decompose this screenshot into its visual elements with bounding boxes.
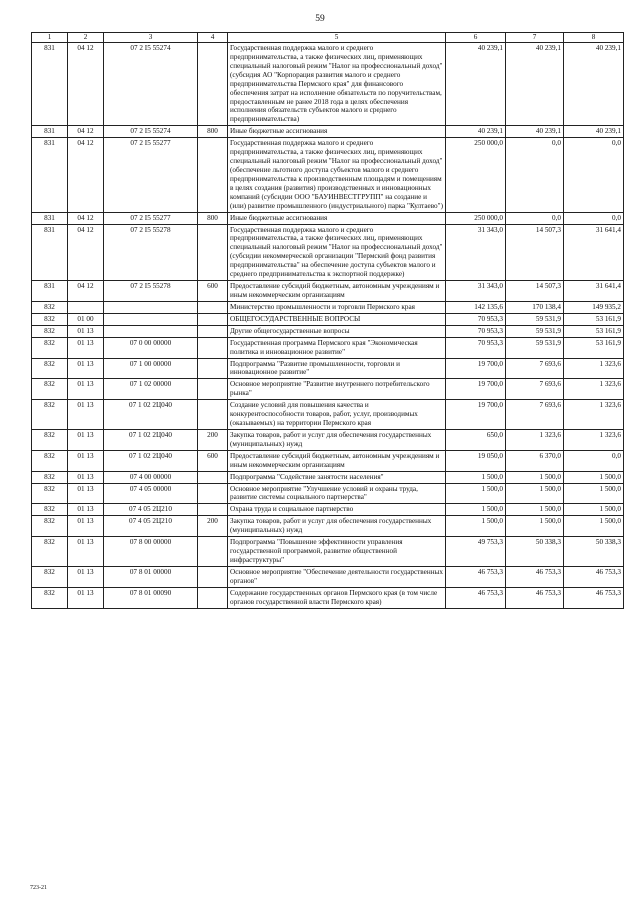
item-name: Государственная поддержка малого и среднего предпринимательства, а также физических лиц, применяющих специальный налоговый режим "Налог на профессиональный доход" (субсидия АО "Корпорация развития малого и среднего предпринимательства Пермского края" для финансового обеспечения затрат на исполнение обязательств по поручительствам, предоставленным не ранее 2018 года в целях обеспечения исполнения обязательств субъектов малого и среднего предпринимательства) [228, 43, 446, 126]
table-row [32, 450, 624, 471]
amount-col-8: 31 641,4 [564, 224, 624, 281]
section-code: 04 12 [68, 224, 104, 281]
amount-col-8: 1 500,0 [564, 516, 624, 537]
amount-col-7: 6 370,0 [506, 450, 564, 471]
amount-col-6: 1 500,0 [446, 504, 506, 516]
section-code: 01 13 [68, 450, 104, 471]
grbs-code: 832 [32, 471, 68, 483]
item-name: Закупка товаров, работ и услуг для обеспечения государственных (муниципальных) нужд [228, 516, 446, 537]
expense-type-code [198, 313, 228, 325]
amount-col-8: 50 338,3 [564, 537, 624, 567]
table-row [32, 126, 624, 138]
grbs-code: 832 [32, 337, 68, 358]
item-name: Предоставление субсидий бюджетным, автономным учреждениям и иным некоммерческим организациям [228, 450, 446, 471]
section-code: 04 12 [68, 126, 104, 138]
target-article-code: 07 8 00 00000 [104, 537, 198, 567]
amount-col-6: 1 500,0 [446, 516, 506, 537]
section-code: 04 12 [68, 212, 104, 224]
header-col-3: 3 [104, 33, 198, 43]
grbs-code: 831 [32, 43, 68, 126]
section-code: 04 12 [68, 138, 104, 212]
amount-col-8: 40 239,1 [564, 43, 624, 126]
section-code [68, 301, 104, 313]
table-body [32, 43, 624, 609]
section-code: 01 13 [68, 537, 104, 567]
target-article-code: 07 4 05 2Ц210 [104, 516, 198, 537]
expense-type-code [198, 325, 228, 337]
header-col-5: 5 [228, 33, 446, 43]
item-name: Основное мероприятие "Развитие внутреннего потребительского рынка" [228, 379, 446, 400]
amount-col-7: 40 239,1 [506, 126, 564, 138]
grbs-code: 832 [32, 358, 68, 379]
target-article-code [104, 325, 198, 337]
table-row [32, 325, 624, 337]
amount-col-6: 46 753,3 [446, 566, 506, 587]
amount-col-7: 14 507,3 [506, 224, 564, 281]
amount-col-6: 70 953,3 [446, 313, 506, 325]
table-row [32, 471, 624, 483]
amount-col-7: 50 338,3 [506, 537, 564, 567]
amount-col-6: 31 343,0 [446, 224, 506, 281]
header-row [32, 33, 624, 43]
target-article-code: 07 2 I5 55278 [104, 224, 198, 281]
amount-col-7: 46 753,3 [506, 587, 564, 608]
target-article-code: 07 2 I5 55274 [104, 126, 198, 138]
grbs-code: 832 [32, 504, 68, 516]
amount-col-6: 250 000,0 [446, 212, 506, 224]
table-row [32, 379, 624, 400]
amount-col-6: 142 135,6 [446, 301, 506, 313]
item-name: Создание условий для повышения качества и конкурентоспособности товаров, работ, услуг, производимых (оказываемых) на территории Пермского края [228, 400, 446, 430]
expense-type-code: 800 [198, 126, 228, 138]
grbs-code: 831 [32, 126, 68, 138]
amount-col-8: 1 323,6 [564, 379, 624, 400]
expense-type-code: 800 [198, 212, 228, 224]
target-article-code: 07 1 02 2Ц040 [104, 450, 198, 471]
table-row [32, 504, 624, 516]
page-number: 59 [315, 14, 325, 24]
amount-col-8: 53 161,9 [564, 325, 624, 337]
amount-col-7: 170 138,4 [506, 301, 564, 313]
amount-col-8: 46 753,3 [564, 587, 624, 608]
table-row [32, 138, 624, 212]
amount-col-8: 1 500,0 [564, 483, 624, 504]
target-article-code: 07 2 I5 55274 [104, 43, 198, 126]
expense-type-code [198, 483, 228, 504]
item-name: Иные бюджетные ассигнования [228, 126, 446, 138]
table-row [32, 516, 624, 537]
amount-col-8: 149 935,2 [564, 301, 624, 313]
amount-col-8: 1 500,0 [564, 471, 624, 483]
table-row [32, 224, 624, 281]
section-code: 01 13 [68, 325, 104, 337]
expense-type-code [198, 566, 228, 587]
item-name: Закупка товаров, работ и услуг для обеспечения государственных (муниципальных) нужд [228, 429, 446, 450]
item-name: Подпрограмма "Повышение эффективности управления государственной программой, развитие общественной инфраструктуры" [228, 537, 446, 567]
expense-type-code: 200 [198, 429, 228, 450]
section-code: 01 13 [68, 587, 104, 608]
item-name: Министерство промышленности и торговли Пермского края [228, 301, 446, 313]
expense-type-code [198, 504, 228, 516]
item-name: Подпрограмма "Развитие промышленности, торговли и инновационное развитие" [228, 358, 446, 379]
target-article-code: 07 2 I5 55278 [104, 281, 198, 302]
amount-col-8: 53 161,9 [564, 313, 624, 325]
section-code: 01 13 [68, 358, 104, 379]
amount-col-8: 31 641,4 [564, 281, 624, 302]
expense-type-code: 600 [198, 450, 228, 471]
header-col-1: 1 [32, 33, 68, 43]
grbs-code: 832 [32, 301, 68, 313]
amount-col-7: 7 693,6 [506, 400, 564, 430]
amount-col-7: 1 500,0 [506, 504, 564, 516]
grbs-code: 832 [32, 516, 68, 537]
amount-col-6: 19 700,0 [446, 379, 506, 400]
table-row [32, 281, 624, 302]
item-name: Иные бюджетные ассигнования [228, 212, 446, 224]
amount-col-8: 46 753,3 [564, 566, 624, 587]
amount-col-6: 1 500,0 [446, 471, 506, 483]
item-name: Государственная поддержка малого и среднего предпринимательства, а также физических лиц, применяющих специальный налоговый режим "Налог на профессиональный доход" (обеспечение льготного доступа субъектов малого и среднего предпринимательства к производственным площадям и помещениям в целях создания (развития) производственных и инновационных компаний (субсидии ООО "БАУИНВЕСТГРУПП" на создание и (или) развитие промышленного (индустриального) парка "Култаево") [228, 138, 446, 212]
footer-code: 723-21 [30, 885, 47, 891]
item-name: Другие общегосударственные вопросы [228, 325, 446, 337]
target-article-code: 07 8 01 00090 [104, 587, 198, 608]
target-article-code: 07 4 05 2Ц210 [104, 504, 198, 516]
amount-col-7: 40 239,1 [506, 43, 564, 126]
expense-type-code [198, 379, 228, 400]
section-code: 01 00 [68, 313, 104, 325]
expense-type-code [198, 400, 228, 430]
target-article-code [104, 301, 198, 313]
table-row [32, 483, 624, 504]
item-name: Подпрограмма "Содействие занятости населения" [228, 471, 446, 483]
grbs-code: 831 [32, 212, 68, 224]
amount-col-6: 40 239,1 [446, 126, 506, 138]
header-col-6: 6 [446, 33, 506, 43]
amount-col-6: 19 700,0 [446, 358, 506, 379]
amount-col-6: 650,0 [446, 429, 506, 450]
target-article-code: 07 4 00 00000 [104, 471, 198, 483]
section-code: 01 13 [68, 504, 104, 516]
section-code: 04 12 [68, 43, 104, 126]
target-article-code: 07 4 05 00000 [104, 483, 198, 504]
amount-col-6: 1 500,0 [446, 483, 506, 504]
target-article-code: 07 2 I5 55277 [104, 138, 198, 212]
expense-type-code [198, 301, 228, 313]
grbs-code: 832 [32, 587, 68, 608]
target-article-code: 07 1 00 00000 [104, 358, 198, 379]
amount-col-6: 46 753,3 [446, 587, 506, 608]
amount-col-8: 1 500,0 [564, 504, 624, 516]
amount-col-6: 40 239,1 [446, 43, 506, 126]
amount-col-8: 1 323,6 [564, 429, 624, 450]
item-name: Государственная программа Пермского края "Экономическая политика и инновационное развитие" [228, 337, 446, 358]
grbs-code: 832 [32, 400, 68, 430]
amount-col-7: 59 531,9 [506, 325, 564, 337]
expense-type-code [198, 43, 228, 126]
expense-type-code [198, 537, 228, 567]
amount-col-6: 250 000,0 [446, 138, 506, 212]
table-row [32, 587, 624, 608]
table-row [32, 301, 624, 313]
amount-col-7: 59 531,9 [506, 313, 564, 325]
item-name: Основное мероприятие "Улучшение условий и охраны труда, развитие системы социального партнерства" [228, 483, 446, 504]
amount-col-7: 1 500,0 [506, 471, 564, 483]
amount-col-8: 53 161,9 [564, 337, 624, 358]
section-code: 04 12 [68, 281, 104, 302]
amount-col-6: 31 343,0 [446, 281, 506, 302]
expense-type-code [198, 471, 228, 483]
amount-col-8: 0,0 [564, 212, 624, 224]
table-row [32, 537, 624, 567]
table-row [32, 429, 624, 450]
amount-col-8: 0,0 [564, 138, 624, 212]
section-code: 01 13 [68, 379, 104, 400]
item-name: Содержание государственных органов Пермского края (в том числе органов государственной власти Пермского края) [228, 587, 446, 608]
header-col-8: 8 [564, 33, 624, 43]
item-name: Основное мероприятие "Обеспечение деятельности государственных органов" [228, 566, 446, 587]
header-col-2: 2 [68, 33, 104, 43]
grbs-code: 832 [32, 450, 68, 471]
amount-col-7: 14 507,3 [506, 281, 564, 302]
target-article-code: 07 1 02 2Ц040 [104, 429, 198, 450]
amount-col-7: 1 500,0 [506, 516, 564, 537]
amount-col-7: 7 693,6 [506, 379, 564, 400]
table-row [32, 358, 624, 379]
section-code: 01 13 [68, 400, 104, 430]
item-name: Охрана труда и социальное партнерство [228, 504, 446, 516]
expense-type-code [198, 358, 228, 379]
amount-col-8: 0,0 [564, 450, 624, 471]
target-article-code: 07 1 02 00000 [104, 379, 198, 400]
grbs-code: 832 [32, 537, 68, 567]
item-name: Предоставление субсидий бюджетным, автономным учреждениям и иным некоммерческим организациям [228, 281, 446, 302]
target-article-code: 07 2 I5 55277 [104, 212, 198, 224]
grbs-code: 832 [32, 325, 68, 337]
amount-col-6: 70 953,3 [446, 325, 506, 337]
section-code: 01 13 [68, 471, 104, 483]
amount-col-7: 0,0 [506, 212, 564, 224]
table-row [32, 212, 624, 224]
grbs-code: 832 [32, 379, 68, 400]
grbs-code: 832 [32, 429, 68, 450]
amount-col-8: 1 323,6 [564, 400, 624, 430]
expense-type-code [198, 337, 228, 358]
grbs-code: 832 [32, 313, 68, 325]
amount-col-8: 1 323,6 [564, 358, 624, 379]
table-row [32, 313, 624, 325]
expense-type-code: 200 [198, 516, 228, 537]
amount-col-7: 46 753,3 [506, 566, 564, 587]
amount-col-7: 1 500,0 [506, 483, 564, 504]
target-article-code: 07 8 01 00000 [104, 566, 198, 587]
item-name: Государственная поддержка малого и среднего предпринимательства, а также физических лиц, применяющих специальный налоговый режим "Налог на профессиональный доход" (субсидии некоммерческой организации "Пермский фонд развития предпринимательства" на обеспечение доступа субъектов малого и среднего предпринимательства к экспортной поддержке) [228, 224, 446, 281]
item-name: ОБЩЕГОСУДАРСТВЕННЫЕ ВОПРОСЫ [228, 313, 446, 325]
expense-type-code [198, 224, 228, 281]
amount-col-7: 1 323,6 [506, 429, 564, 450]
expense-type-code [198, 138, 228, 212]
amount-col-7: 0,0 [506, 138, 564, 212]
grbs-code: 831 [32, 138, 68, 212]
section-code: 01 13 [68, 337, 104, 358]
grbs-code: 832 [32, 483, 68, 504]
expense-type-code: 600 [198, 281, 228, 302]
section-code: 01 13 [68, 483, 104, 504]
expense-type-code [198, 587, 228, 608]
amount-col-6: 19 050,0 [446, 450, 506, 471]
section-code: 01 13 [68, 566, 104, 587]
table-row [32, 400, 624, 430]
amount-col-6: 19 700,0 [446, 400, 506, 430]
budget-table [31, 32, 624, 609]
target-article-code [104, 313, 198, 325]
amount-col-7: 59 531,9 [506, 337, 564, 358]
grbs-code: 832 [32, 566, 68, 587]
amount-col-6: 70 953,3 [446, 337, 506, 358]
section-code: 01 13 [68, 429, 104, 450]
header-col-7: 7 [506, 33, 564, 43]
header-col-4: 4 [198, 33, 228, 43]
section-code: 01 13 [68, 516, 104, 537]
amount-col-6: 49 753,3 [446, 537, 506, 567]
target-article-code: 07 0 00 00000 [104, 337, 198, 358]
amount-col-8: 40 239,1 [564, 126, 624, 138]
target-article-code: 07 1 02 2Ц040 [104, 400, 198, 430]
grbs-code: 831 [32, 281, 68, 302]
amount-col-7: 7 693,6 [506, 358, 564, 379]
table-row [32, 566, 624, 587]
table-row [32, 337, 624, 358]
table-row [32, 43, 624, 126]
grbs-code: 831 [32, 224, 68, 281]
